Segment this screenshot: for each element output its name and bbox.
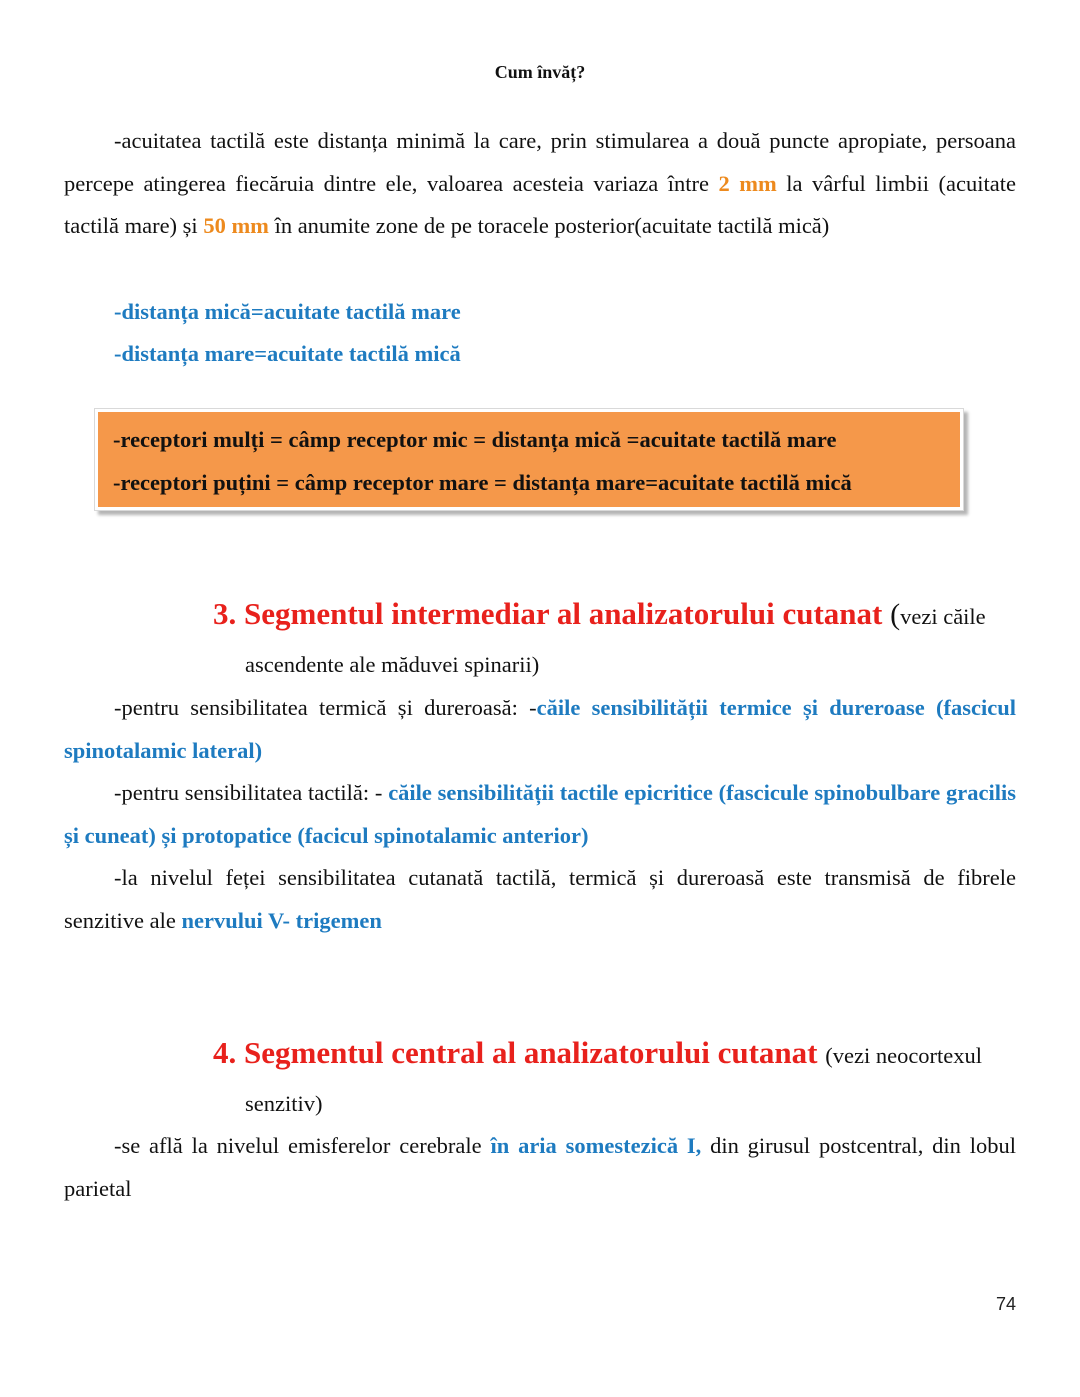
text: la vârful limbii (acuitate tactilă mare) și [64,170,1016,238]
paren: ( [890,598,901,631]
paragraph-termica [64,687,1016,772]
text: în anumite zone de pe toracele posterior(acuitate tactilă mică) [268,213,830,238]
text: -la nivelul feței sensibilitatea cutanată tactilă, termică și dureroasă este transmisă de fibrele senzitive ale [64,865,1016,933]
text: -acuitatea tactilă este distanța minimă la care, prin stimularea a două puncte apropiate, persoana percepe atingerea fiecăruia dintre ele, valoarea acesteia variaza între [64,128,1016,196]
section-4-note: (vezi neocortexul [825,1043,983,1068]
section-3-heading [213,596,1016,632]
section-3-note: vezi căile [900,604,986,629]
highlight: în aria somestezică I, [490,1133,702,1158]
highlight: căile sensibilității tactile epicritice (fascicule spinobulbare gracilis și cuneat) și protopatice (facicul spinotalamic anterior) [64,780,1016,848]
section-3-title: 3. Segmentul intermediar al analizatorului cutanat [213,596,883,631]
box-line-1: -receptori mulți = câmp receptor mic = distanța mică =acuitate tactilă mare [113,427,837,452]
text: -pentru sensibilitatea termică și dureroasă: - [114,695,537,720]
highlight: căile sensibilității termice și dureroase (fascicul spinotalamic lateral) [64,695,1016,763]
paragraph-arie [64,1125,1016,1210]
section-4-title: 4. Segmentul central al analizatorului cutanat [213,1035,818,1070]
paragraph-acuitate [64,120,1016,248]
text: -pentru sensibilitatea tactilă: - [114,780,389,805]
text: din girusul postcentral, din lobul parietal [64,1133,1016,1201]
page-header: Cum învăț? [494,62,586,82]
section-4-heading [213,1035,1016,1071]
text: -se află la nivelul emisferelor cerebrale [114,1133,491,1158]
value-50mm: 50 mm [203,213,269,238]
value-2mm: 2 mm [718,170,777,196]
box-line-2: -receptori puțini = câmp receptor mare = distanța mare=acuitate tactilă mică [113,470,852,495]
bullet-distanta-mica: -distanța mică=acuitate tactilă mare [114,299,461,324]
highlight: nervului V- trigemen [181,907,382,933]
section-3-note-cont: ascendente ale măduvei spinarii) [245,652,540,677]
paragraph-tactila [64,772,1016,857]
page-number: 74 [996,1294,1017,1314]
section-4-note-cont: senzitiv) [245,1091,323,1116]
summary-box [94,408,964,511]
paragraph-fata [64,857,1016,942]
bullet-distanta-mare: -distanța mare=acuitate tactilă mică [114,341,461,366]
